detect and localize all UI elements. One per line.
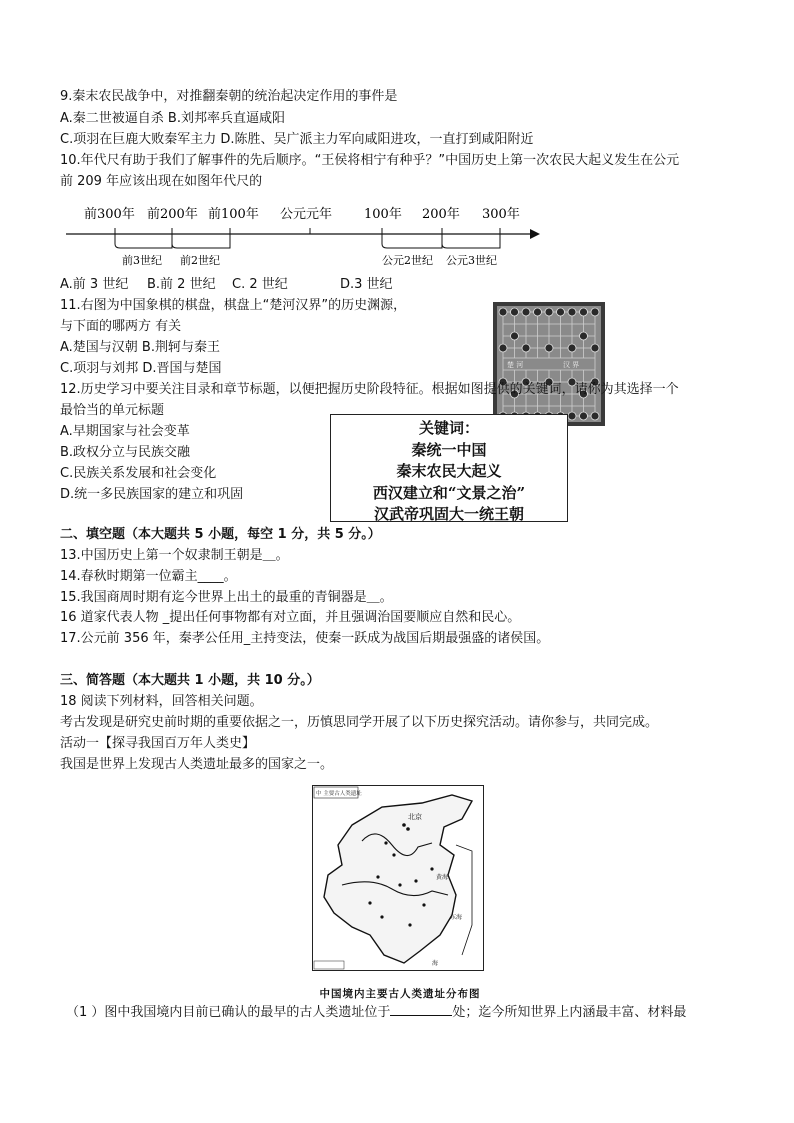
brace-n3c xyxy=(115,234,172,248)
q15: 15.我国商周时期有迄今世界上出土的最重的青铜器是＿。 xyxy=(60,590,393,605)
tl-label-200: 200年 xyxy=(422,207,460,222)
q17: 17.公元前 356 年，秦孝公任用_主持变法，使秦一跃成为战国后期最强盛的诸侯国。 xyxy=(60,631,550,646)
chessboard-image xyxy=(493,302,605,426)
tl-century-2: 公元2世纪 xyxy=(382,254,433,267)
q11-options-cd: C.项羽与刘邦 D.晋国与楚国 xyxy=(60,361,222,376)
subq1-text-b: 处；迄今所知世界上内涵最丰富、材料最 xyxy=(452,1005,687,1020)
keyword-item: 秦统一中国 xyxy=(411,440,487,459)
timeline-figure xyxy=(60,200,550,272)
q12-option-c: C.民族关系发展和社会变化 xyxy=(60,466,217,481)
q11-options-ab: A.楚国与汉朝 B.荆轲与秦王 xyxy=(60,340,220,355)
section2-heading: 二、填空题（本大题共 5 小题，每空 1 分，共 5 分。） xyxy=(60,527,381,542)
q10-option-c: C. 2 世纪 xyxy=(232,277,288,292)
q12-option-a: A.早期国家与社会变革 xyxy=(60,424,190,439)
brace-2c xyxy=(382,234,442,248)
keyword-item: 秦末农民大起义 xyxy=(396,462,502,480)
subq1-line xyxy=(66,1003,686,1022)
brace-n2c xyxy=(172,234,230,248)
q11-stem-line1: 11.右图为中国象棋的棋盘，棋盘上“楚河汉界”的历史渊源， xyxy=(60,298,407,313)
q9-options-cd: C.项羽在巨鹿大败秦军主力 D.陈胜、吴广派主力军向咸阳进攻，一直打到咸阳附近 xyxy=(60,132,534,147)
subq1-text-a: （1 ）图中我国境内目前已确认的最早的古人类遗址位于 xyxy=(66,1005,391,1020)
tl-label-100: 100年 xyxy=(364,207,402,222)
ancient-sites-map xyxy=(312,785,484,971)
map-label-donghai: 东海 xyxy=(450,914,463,921)
keyword-item: 汉武帝巩固大一统王朝 xyxy=(373,505,524,523)
q10-option-a: A.前 3 世纪 xyxy=(60,277,129,292)
brace-3c xyxy=(442,234,500,248)
q11-stem-line2: 与下面的哪两方 有关 xyxy=(60,319,182,334)
map-label-huanghai: 黄海 xyxy=(436,874,449,881)
tl-label-300: 300年 xyxy=(482,207,520,222)
activity-heading: 活动一【探寻我国百万年人类史】 xyxy=(60,736,256,751)
q9-stem: 9.秦末农民战争中，对推翻秦朝的统治起决定作用的事件是 xyxy=(60,89,398,104)
keyword-title: 关键词： xyxy=(418,419,479,437)
q18-intro: 考古发现是研究史前时期的重要依据之一，历慎思同学开展了以下历史探究活动。请你参与，共同完成。 xyxy=(60,715,659,730)
q10-option-d: D.3 世纪 xyxy=(340,277,393,292)
material-text: 我国是世界上发现古人类遗址最多的国家之一。 xyxy=(60,757,334,772)
q13: 13.中国历史上第一个奴隶制王朝是＿。 xyxy=(60,548,289,563)
map-inset-box xyxy=(314,961,344,969)
q12-option-b: B.政权分立与民族交融 xyxy=(60,445,191,460)
q12-stem-line1: 12.历史学习中要关注目录和章节标题，以便把握历史阶段特征。根据如图提供的关键词，请你为其选择一个 xyxy=(60,382,679,397)
tl-label-zero: 公元元年 xyxy=(280,207,333,222)
q12-stem-line2: 最恰当的单元标题 xyxy=(60,403,165,418)
tl-label-n200: 前200年 xyxy=(147,207,198,222)
q18-stem: 18 阅读下列材料，回答相关问题。 xyxy=(60,694,263,709)
q10-stem-line2: 前 209 年应该出现在如图年代尺的 xyxy=(60,174,263,189)
keyword-box xyxy=(330,414,568,522)
chess-river-left: 楚 河 xyxy=(507,361,524,369)
q9-options-ab: A.秦二世被逼自杀 B.刘邦率兵直逼咸阳 xyxy=(60,111,285,126)
section3-heading: 三、简答题（本大题共 1 小题，共 10 分。） xyxy=(60,673,320,688)
tl-century-n2: 前2世纪 xyxy=(180,254,220,267)
q10-option-b: B.前 2 世纪 xyxy=(147,277,216,292)
q14: 14.春秋时期第一位霸主____。 xyxy=(60,569,237,584)
map-label-hai: 海 xyxy=(432,960,439,967)
tl-label-n100: 前100年 xyxy=(208,207,259,222)
map-legend: 中 主要古人类遗址 xyxy=(316,791,362,797)
q10-stem-line1: 10.年代尺有助于我们了解事件的先后顺序。“王侯将相宁有种乎？”中国历史上第一次农民大起义发生在公元 xyxy=(60,153,680,168)
tl-label-n300: 前300年 xyxy=(84,207,135,222)
subq1-blank[interactable] xyxy=(390,1003,452,1016)
map-caption: 中国境内主要古人类遗址分布图 xyxy=(319,988,481,1000)
q12-option-d: D.统一多民族国家的建立和巩固 xyxy=(60,487,244,502)
tl-century-n3: 前3世纪 xyxy=(122,254,162,267)
keyword-item: 西汉建立和“文景之治” xyxy=(372,483,526,502)
map-label-beijing: 北京 xyxy=(408,813,422,821)
tl-century-3: 公元3世纪 xyxy=(446,254,497,267)
q16: 16 道家代表人物 _提出任何事物都有对立面，并且强调治国要顺应自然和民心。 xyxy=(60,610,521,625)
chess-river-right: 汉 界 xyxy=(563,361,580,369)
timeline-arrow xyxy=(530,229,540,239)
